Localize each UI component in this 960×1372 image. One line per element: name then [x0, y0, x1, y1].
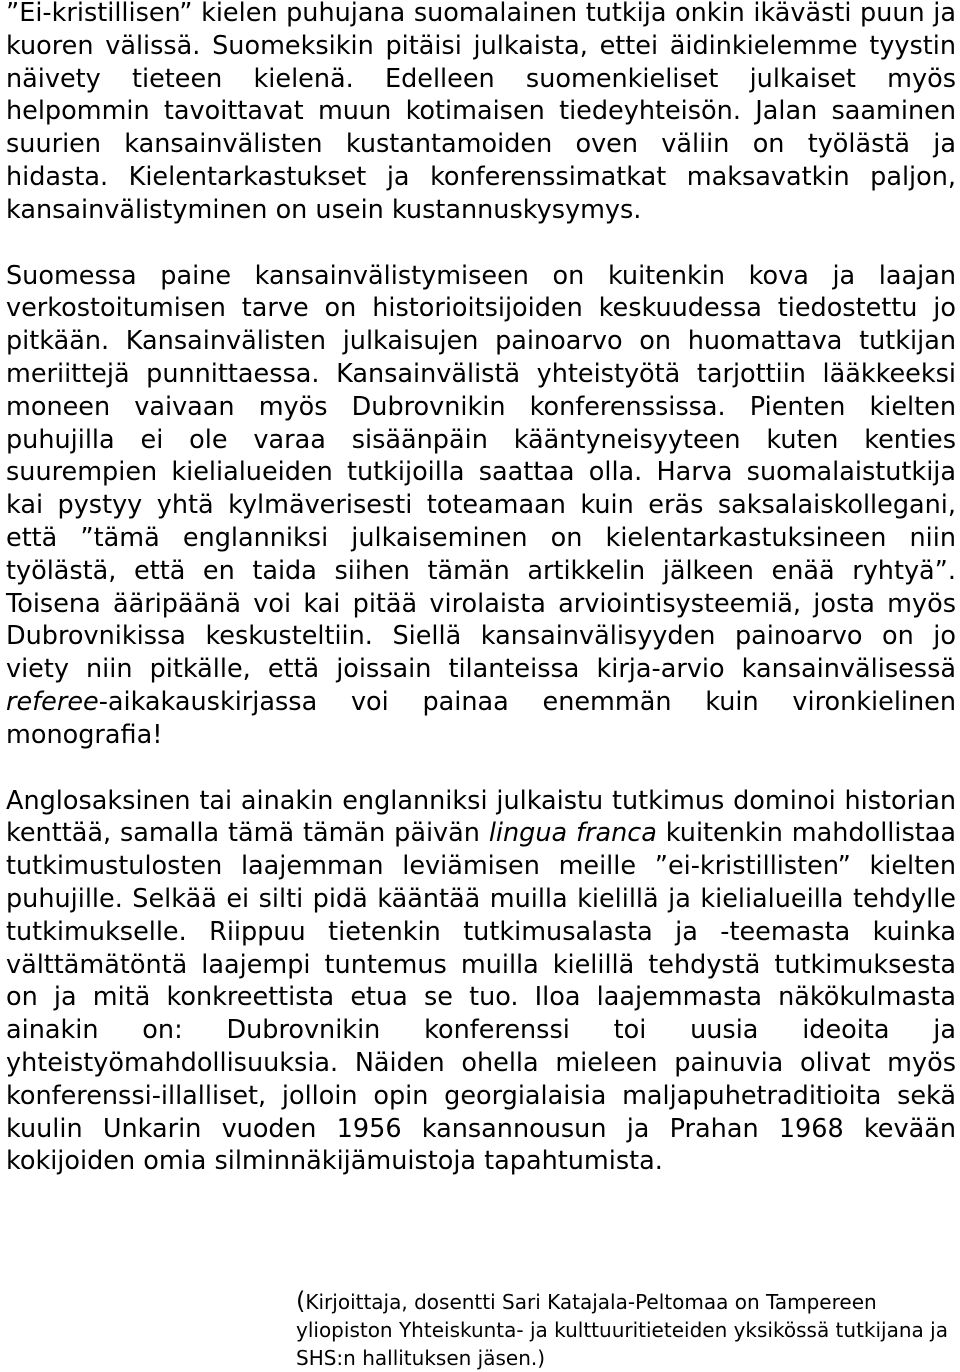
paragraph-3-text-a: Anglosaksinen tai ainakin englanniksi julkaistu tutkimus dominoi historian kenttää, samalla tämä tämän päivän: [6, 785, 956, 849]
footnote-text: Kirjoittaja, dosentti Sari Katajala-Peltomaa on Tampereen yliopiston Yhteiskunta- ja kulttuuritieteiden yksikössä tutkijana ja SHS:n hallituksen jäsen.): [296, 1290, 948, 1370]
document-body: [6, 0, 956, 1178]
paragraph-2: [6, 260, 956, 752]
paragraph-3-text-b: kuitenkin mahdollistaa tutkimustulosten laajemman leviämisen meille ”ei-kristillisten” kielten puhujille. Selkää ei silti pidä kääntää muilla kielillä ja kielialueilla tehdylle tutkimukselle. Riippuu tietenkin tutkimusalasta ja -teemasta kuinka välttämätöntä laajempi tuntemus muilla kielillä tehdystä tutkimuksesta on ja mitä konkreettista etua se tuo. Iloa laajemmasta näkökulmasta ainakin on: Dubrovnikin konferenssi toi uusia ideoita ja yhteistyömahdollisuuksia. Näiden ohella mieleen painuvia olivat myös konferenssi-illalliset, jolloin opin georgialaisia maljapuhetraditioita sekä kuulin Unkarin vuoden 1956 kansannousun ja Prahan 1968 kevään kokijoiden omia silminnäkijämuistoja tapahtumista.: [6, 818, 956, 1177]
footnote-open-paren: (: [296, 1287, 306, 1315]
paragraph-2-text-b: -aikakauskirjassa voi painaa enemmän kuin vironkielinen monografia!: [6, 686, 956, 750]
paragraph-1: [6, 0, 956, 227]
paragraph-2-italic-term: referee: [6, 686, 99, 717]
paragraph-3-italic-term: lingua franca: [488, 818, 657, 849]
author-footnote: [296, 1287, 956, 1372]
paragraph-3: [6, 785, 956, 1179]
paragraph-1-text: ”Ei-kristillisen” kielen puhujana suomalainen tutkija onkin ikävästi puun ja kuoren välissä. Suomeksikin pitäisi julkaista, ettei äidinkielemme tyystin näivety tieteen kielenä. Edelleen suomenkieliset julkaiset myös helpommin tavoittavat muun kotimaisen tiedeyhteisön. Jalan saaminen suurien kansainvälisten kustantamoiden oven väliin on työlästä ja hidasta. Kielentarkastukset ja konferenssimatkat maksavatkin paljon, kansainvälistyminen on usein kustannuskysymys.: [6, 0, 956, 225]
paragraph-2-text-a: Suomessa paine kansainvälistymiseen on kuitenkin kova ja laajan verkostoitumisen tarve on historioitsijoiden keskuudessa tiedostettu jo pitkään. Kansainvälisten julkaisujen painoarvo on huomattava tutkijan meriittejä punnittaessa. Kansainvälistä yhteistyötä tarjottiin lääkkeeksi moneen vaivaan myös Dubrovnikin konferenssissa. Pienten kielten puhujilla ei ole varaa sisäänpäin kääntyneisyyteen kuten kenties suurempien kielialueiden tutkijoilla saattaa olla. Harva suomalaistutkija kai pystyy yhtä kylmäverisesti toteamaan kuin eräs saksalaiskollegani, että ”tämä englanniksi julkaiseminen on kielentarkastuksineen niin työlästä, että en taida siihen tämän artikkelin jälkeen enää ryhtyä”. Toisena ääripäänä voi kai pitää virolaista arviointisysteemiä, josta myös Dubrovnikissa keskusteltiin. Siellä kansainvälisyyden painoarvo on jo viety niin pitkälle, että joissain tilanteissa kirja-arvio kansainvälisessä: [6, 260, 956, 685]
